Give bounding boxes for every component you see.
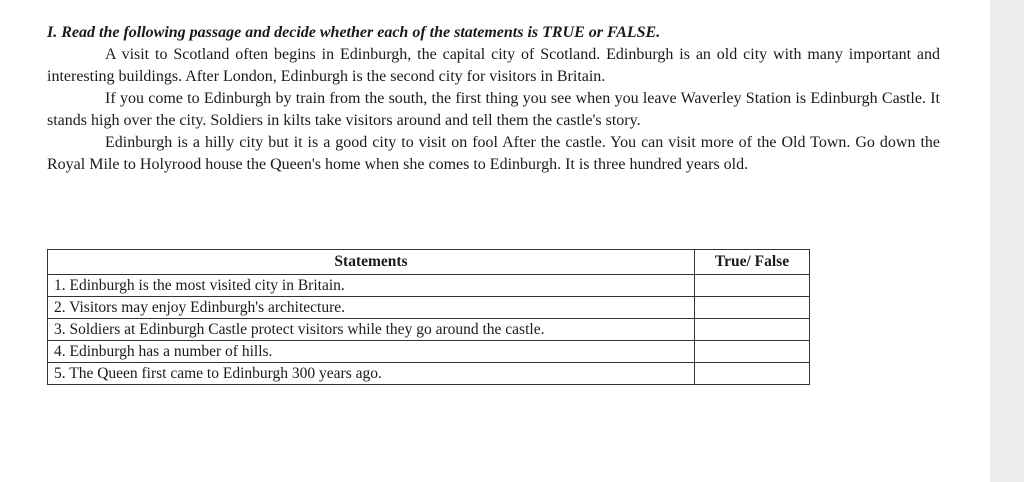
table-row [48, 363, 810, 385]
passage-paragraph-2: If you come to Edinburgh by train from the south, the first thing you see when you leave Waverley Station is Edinburgh Castle. It stands high over the city. Soldiers in kilts take visitors around and tell them the castle's story. [47, 90, 940, 129]
exercise-instruction: I. Read the following passage and decide whether each of the statements is TRUE or FALSE. [47, 24, 661, 41]
answer-cell[interactable] [695, 341, 810, 363]
passage-paragraph-1: A visit to Scotland often begins in Edinburgh, the capital city of Scotland. Edinburgh is an old city with many important and interesting buildings. After London, Edinburgh is the second city for visitors in Britain. [47, 46, 940, 85]
statements-table [47, 249, 810, 385]
statements-header: Statements [48, 250, 695, 275]
answer-cell[interactable] [695, 363, 810, 385]
statement-cell: 2. Visitors may enjoy Edinburgh's architecture. [48, 297, 695, 319]
statement-cell: 1. Edinburgh is the most visited city in Britain. [48, 275, 695, 297]
true-false-header: True/ False [695, 250, 810, 275]
answer-cell[interactable] [695, 319, 810, 341]
statement-cell: 5. The Queen first came to Edinburgh 300 years ago. [48, 363, 695, 385]
table-header-row [48, 250, 810, 275]
table-row [48, 297, 810, 319]
table-row [48, 319, 810, 341]
table-row [48, 341, 810, 363]
table-row [48, 275, 810, 297]
answer-cell[interactable] [695, 297, 810, 319]
answer-cell[interactable] [695, 275, 810, 297]
passage-paragraph-3: Edinburgh is a hilly city but it is a good city to visit on fool After the castle. You can visit more of the Old Town. Go down the Royal Mile to Holyrood house the Queen's home when she comes to Edinburgh. It is three hundred years old. [47, 134, 940, 173]
statement-cell: 4. Edinburgh has a number of hills. [48, 341, 695, 363]
page-edge-strip [990, 0, 1024, 482]
statement-cell: 3. Soldiers at Edinburgh Castle protect visitors while they go around the castle. [48, 319, 695, 341]
document-body [47, 22, 947, 176]
